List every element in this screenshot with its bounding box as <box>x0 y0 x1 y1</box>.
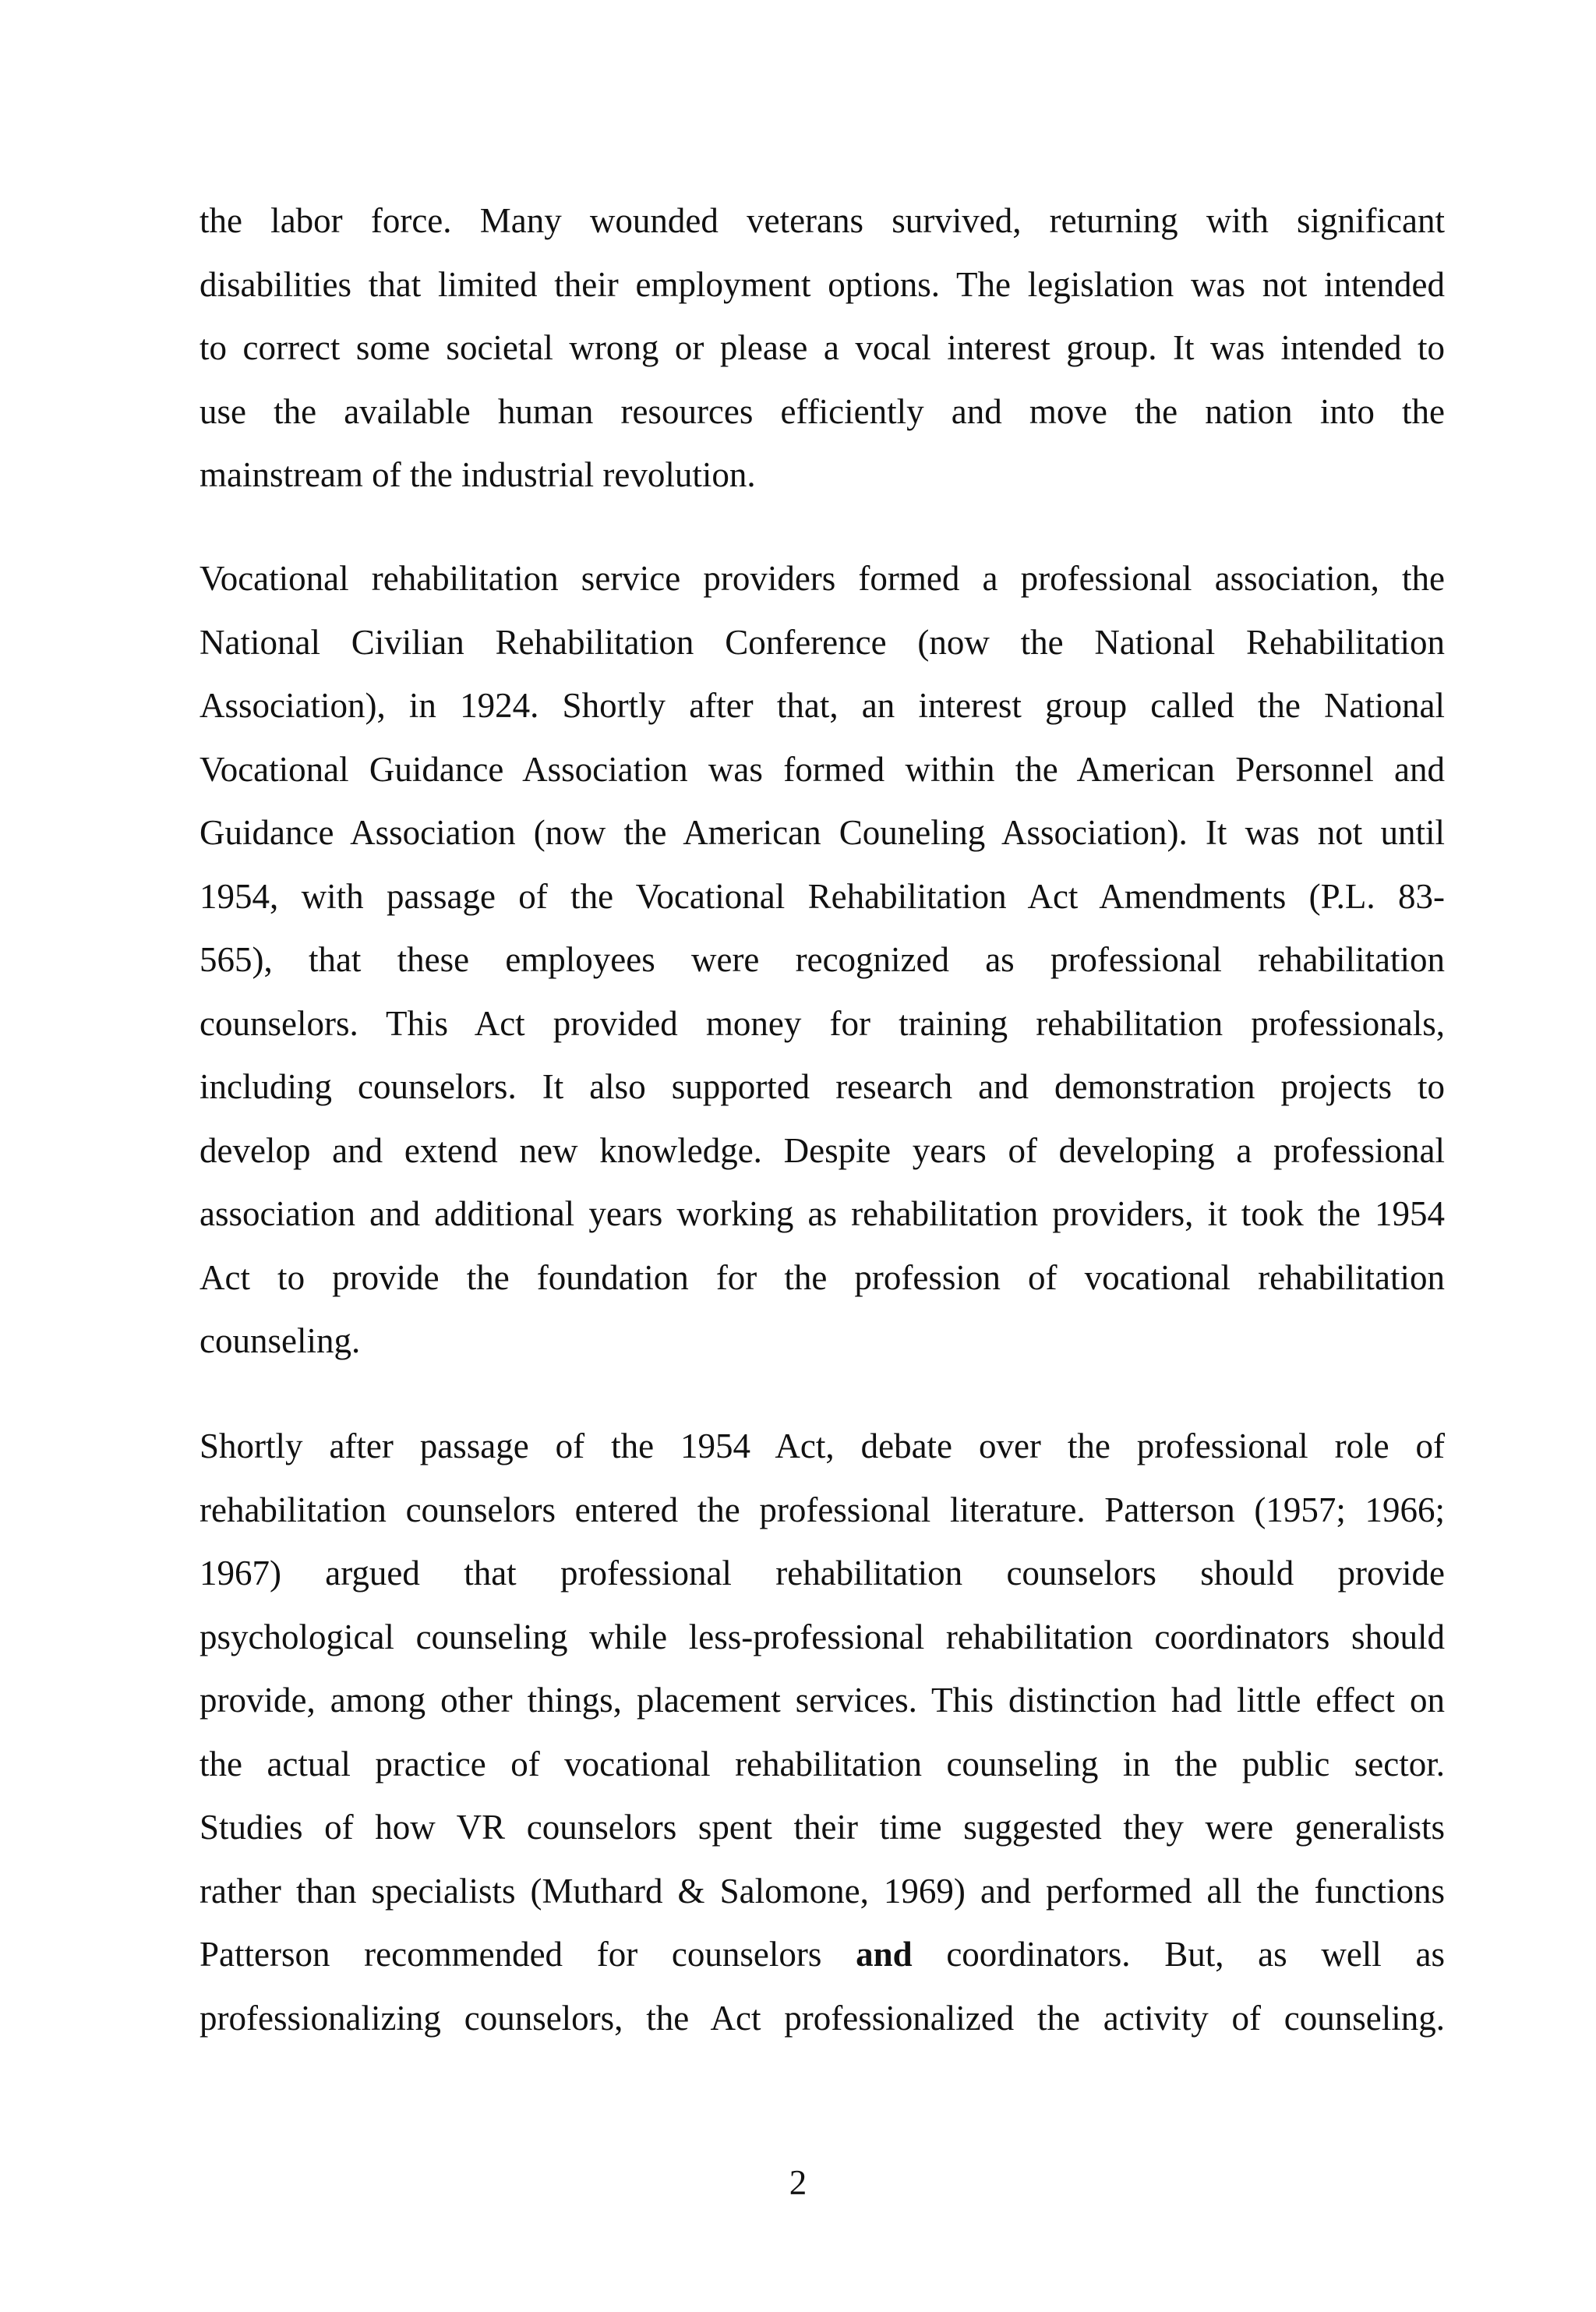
text-run: Patterson recommended for counselors <box>200 1935 856 1974</box>
page-number: 2 <box>789 2163 807 2202</box>
text-line: Studies of how VR counselors spent their time suggested they were generalists <box>200 1808 1445 1847</box>
text-line: use the available human resources efficiently and move the nation into the <box>200 391 1445 431</box>
text-line: Guidance Association (now the American Couneling Association). It was not until <box>200 813 1445 852</box>
text-line: association and additional years working as rehabilitation providers, it took the 1954 <box>200 1194 1445 1233</box>
text-line: counselors. This Act provided money for training rehabilitation professionals, <box>200 1003 1445 1043</box>
paragraph-2 <box>200 547 1445 1373</box>
text-line: Act to provide the foundation for the profession of vocational rehabilitation <box>200 1257 1445 1297</box>
text-line: Vocational Guidance Association was formed within the American Personnel and <box>200 749 1445 789</box>
text-line: counseling. <box>200 1321 361 1360</box>
text-line: rehabilitation counselors entered the professional literature. Patterson (1957; 1966; <box>200 1490 1445 1529</box>
bold-emphasis: and <box>856 1935 913 1974</box>
paragraph-1 <box>200 189 1445 507</box>
text-run: coordinators. But, as well as <box>912 1935 1445 1974</box>
text-line: National Civilian Rehabilitation Conference (now the National Rehabilitation <box>200 622 1445 662</box>
paragraph-3 <box>200 1415 1445 2050</box>
text-line: Association), in 1924. Shortly after that, an interest group called the National <box>200 686 1445 725</box>
text-line: 1967) argued that professional rehabilitation counselors should provide <box>200 1554 1445 1593</box>
text-line: the labor force. Many wounded veterans survived, returning with significant <box>200 201 1445 240</box>
text-line: the actual practice of vocational rehabilitation counseling in the public sector. <box>200 1744 1445 1783</box>
text-line: including counselors. It also supported research and demonstration projects to <box>200 1067 1445 1106</box>
text-line: 565), that these employees were recognized as professional rehabilitation <box>200 940 1445 979</box>
text-line: 1954, with passage of the Vocational Rehabilitation Act Amendments (P.L. 83- <box>200 876 1445 916</box>
text-line: psychological counseling while less-professional rehabilitation coordinators should <box>200 1617 1445 1656</box>
text-line: to correct some societal wrong or please a vocal interest group. It was intended to <box>200 328 1445 367</box>
text-line: professionalizing counselors, the Act professionalized the activity of counseling. <box>200 1998 1445 2038</box>
text-line: provide, among other things, placement services. This distinction had little effect on <box>200 1681 1445 1720</box>
text-line: rather than specialists (Muthard & Salomone, 1969) and performed all the functions <box>200 1871 1445 1911</box>
text-line: develop and extend new knowledge. Despite years of developing a professional <box>200 1130 1445 1170</box>
text-line: disabilities that limited their employment options. The legislation was not intended <box>200 264 1445 304</box>
text-line-with-bold <box>200 1923 1445 1987</box>
text-line: Vocational rehabilitation service providers formed a professional association, the <box>200 559 1445 598</box>
text-line: mainstream of the industrial revolution. <box>200 455 756 494</box>
text-line: Shortly after passage of the 1954 Act, debate over the professional role of <box>200 1426 1445 1465</box>
